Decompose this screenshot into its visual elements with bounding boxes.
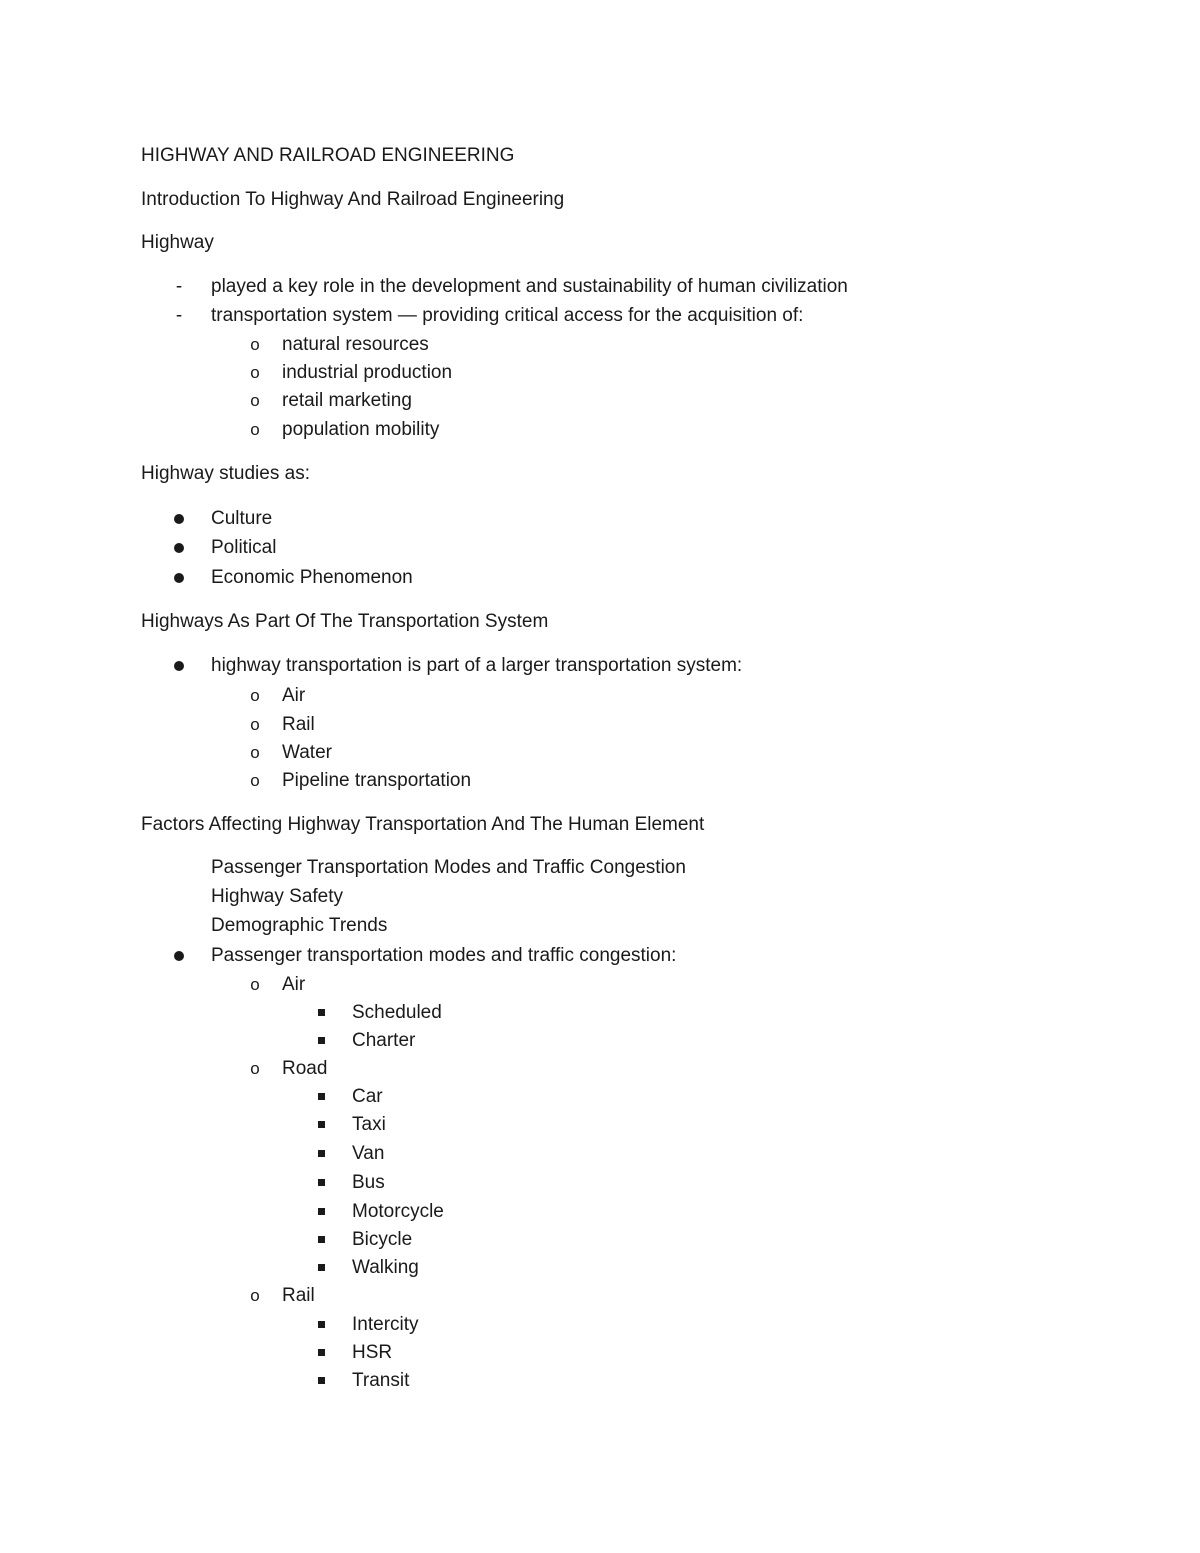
list-item: Bicycle [352,1229,413,1250]
list-item: industrial production [282,362,453,383]
list-item: Pipeline transportation [282,770,472,791]
list-item: Water [282,742,332,763]
list-item: Culture [211,508,273,529]
list-item: retail marketing [282,390,412,411]
list-item: Air [282,974,306,995]
list-item: Walking [352,1257,419,1278]
square-bullet [318,1093,325,1100]
square-bullet [318,1208,325,1215]
list-item: Scheduled [352,1002,442,1023]
list-item: transportation system — providing critical access for the acquisition of: [211,305,804,326]
disc-bullet [174,514,184,524]
square-bullet [318,1236,325,1243]
highway-heading: Highway [141,232,214,253]
circle-bullet: o [250,1059,260,1078]
square-bullet [318,1179,325,1186]
square-bullet [318,1150,325,1157]
intro-heading: Introduction To Highway And Railroad Engineering [141,189,565,210]
list-item: Rail [282,1285,315,1306]
square-bullet [318,1037,325,1044]
list-item: Intercity [352,1314,419,1335]
square-bullet [318,1321,325,1328]
list-item: natural resources [282,334,429,355]
list-item: Car [352,1086,383,1107]
square-bullet [318,1349,325,1356]
list-item: HSR [352,1342,393,1363]
list-item: Road [282,1058,328,1079]
list-item: Charter [352,1030,416,1051]
list-item: Passenger transportation modes and traffic congestion: [211,945,677,966]
dash-bullet: - [175,276,183,297]
disc-bullet [174,543,184,553]
circle-bullet: o [250,715,260,734]
circle-bullet: o [250,771,260,790]
disc-bullet [174,951,184,961]
circle-bullet: o [250,743,260,762]
square-bullet [318,1377,325,1384]
circle-bullet: o [250,363,260,382]
square-bullet [318,1264,325,1271]
list-item: Economic Phenomenon [211,567,413,588]
circle-bullet: o [250,420,260,439]
circle-bullet: o [250,1286,260,1305]
list-item: Air [282,685,306,706]
list-item: population mobility [282,419,440,440]
list-item: Van [352,1143,385,1164]
disc-bullet [174,573,184,583]
square-bullet [318,1121,325,1128]
circle-bullet: o [250,975,260,994]
document-title: HIGHWAY AND RAILROAD ENGINEERING [141,145,515,166]
system-heading: Highways As Part Of The Transportation System [141,611,549,632]
list-item: Rail [282,714,315,735]
factor-topic: Demographic Trends [211,915,388,936]
factors-heading: Factors Affecting Highway Transportation And The Human Element [141,814,705,835]
factor-topic: Passenger Transportation Modes and Traffic Congestion [211,857,686,878]
list-item: Motorcycle [352,1201,444,1222]
circle-bullet: o [250,335,260,354]
list-item: played a key role in the development and sustainability of human civilization [211,276,848,297]
square-bullet [318,1009,325,1016]
list-item: Bus [352,1172,385,1193]
factor-topic: Highway Safety [211,886,344,907]
disc-bullet [174,661,184,671]
list-item: Transit [352,1370,410,1391]
circle-bullet: o [250,391,260,410]
studies-heading: Highway studies as: [141,463,310,484]
dash-bullet: - [175,305,183,326]
circle-bullet: o [250,686,260,705]
list-item: highway transportation is part of a larger transportation system: [211,655,743,676]
list-item: Political [211,537,277,558]
list-item: Taxi [352,1114,386,1135]
